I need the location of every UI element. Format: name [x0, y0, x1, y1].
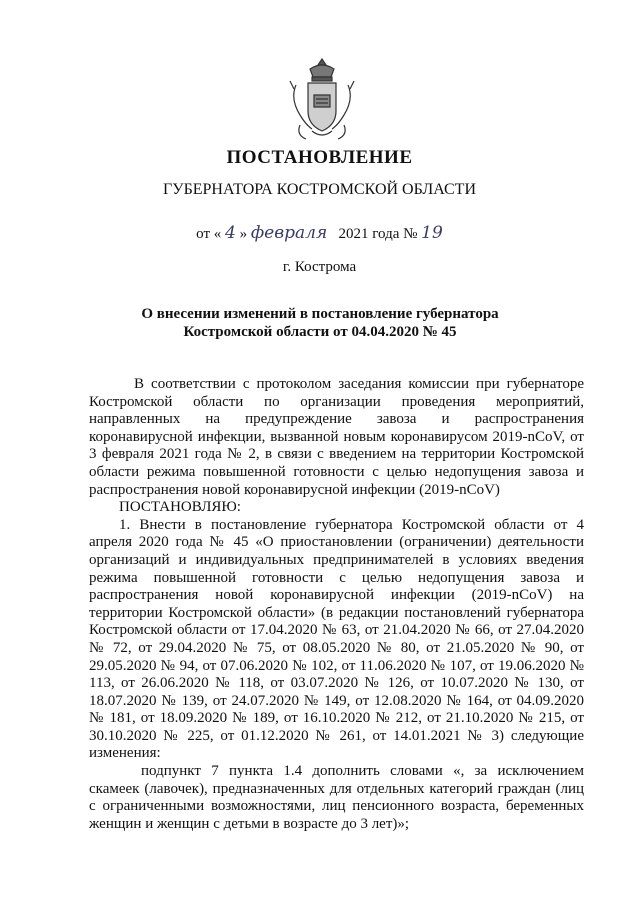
- document-number-handwritten: 19: [421, 223, 443, 243]
- item-1-paragraph: 1. Внести в постановление губернатора Костромской области от 4 апреля 2020 года № 45 «О приостановлении (ограничении) деятельности организаций и индивидуальных предпринимателей в условиях введения режима повышенной готовности с целью недопущения завоза и распространения новой коронавирусной инфекции (2019-nCoV) на территории Костромской области» (в редакции постановлений губернатора Костромской области от 17.04.2020 № 63, от 21.04.2020 № 66, от 27.04.2020 № 72, от 29.04.2020 № 75, от 08.05.2020 № 80, от 21.05.2020 № 90, от 29.05.2020 № 94, от 07.06.2020 № 102, от 11.06.2020 № 107, от 19.06.2020 № 113, от 26.06.2020 № 118, от 03.07.2020 № 126, от 10.07.2020 № 130, от 18.07.2020 № 139, от 24.07.2020 № 149, от 12.08.2020 № 164, от 04.09.2020 № 181, от 18.09.2020 № 189, от 16.10.2020 № 212, от 21.10.2020 № 215, от 30.10.2020 № 225, от 01.12.2020 № 261, от 14.01.2021 № 3) следующие изменения:: [89, 516, 584, 762]
- document-city: г. Кострома: [282, 259, 357, 275]
- preamble-paragraph: В соответствии с протоколом заседания комиссии при губернаторе Костромской области по организации проведения мероприятий, направленных на предупреждение завоза и распространения коронавирусной инфекции, вызванной новым коронавирусом 2019-nCoV, от 3 февраля 2021 года № 2, в связи с введением на территории Костромской области режима повышенной готовности с целью недопущения завоза и распространения новой коронавирусной инфекции (2019-nCoV): [89, 376, 584, 498]
- document-heading: [120, 305, 520, 341]
- date-sep: »: [239, 226, 248, 242]
- heading-line-2: Костромской области от 04.04.2020 № 45: [183, 324, 457, 340]
- heading-line-1: О внесении изменений в постановление губернатора: [141, 306, 499, 322]
- subitem-paragraph: подпункт 7 пункта 1.4 дополнить словами «, за исключением скамеек (лавочек), предназначенных для отдельных категорий граждан (лиц с ограниченными возможностями, лиц пенсионного возраста, беременных женщин и женщин с детьми в возрасте до 3 лет)»;: [89, 763, 584, 832]
- date-day-handwritten: 4: [225, 223, 236, 243]
- date-month-handwritten: февраля: [250, 223, 328, 243]
- document-title: ПОСТАНОВЛЕНИЕ: [226, 147, 413, 168]
- document-issuer: ГУБЕРНАТОРА КОСТРОМСКОЙ ОБЛАСТИ: [162, 181, 476, 198]
- date-prefix: от «: [196, 226, 222, 242]
- date-year: 2021 года №: [338, 226, 418, 242]
- decree-word: ПОСТАНОВЛЯЮ:: [119, 499, 241, 516]
- document-body: [89, 376, 584, 833]
- coat-of-arms-emblem: [288, 55, 356, 145]
- date-line: [0, 223, 639, 243]
